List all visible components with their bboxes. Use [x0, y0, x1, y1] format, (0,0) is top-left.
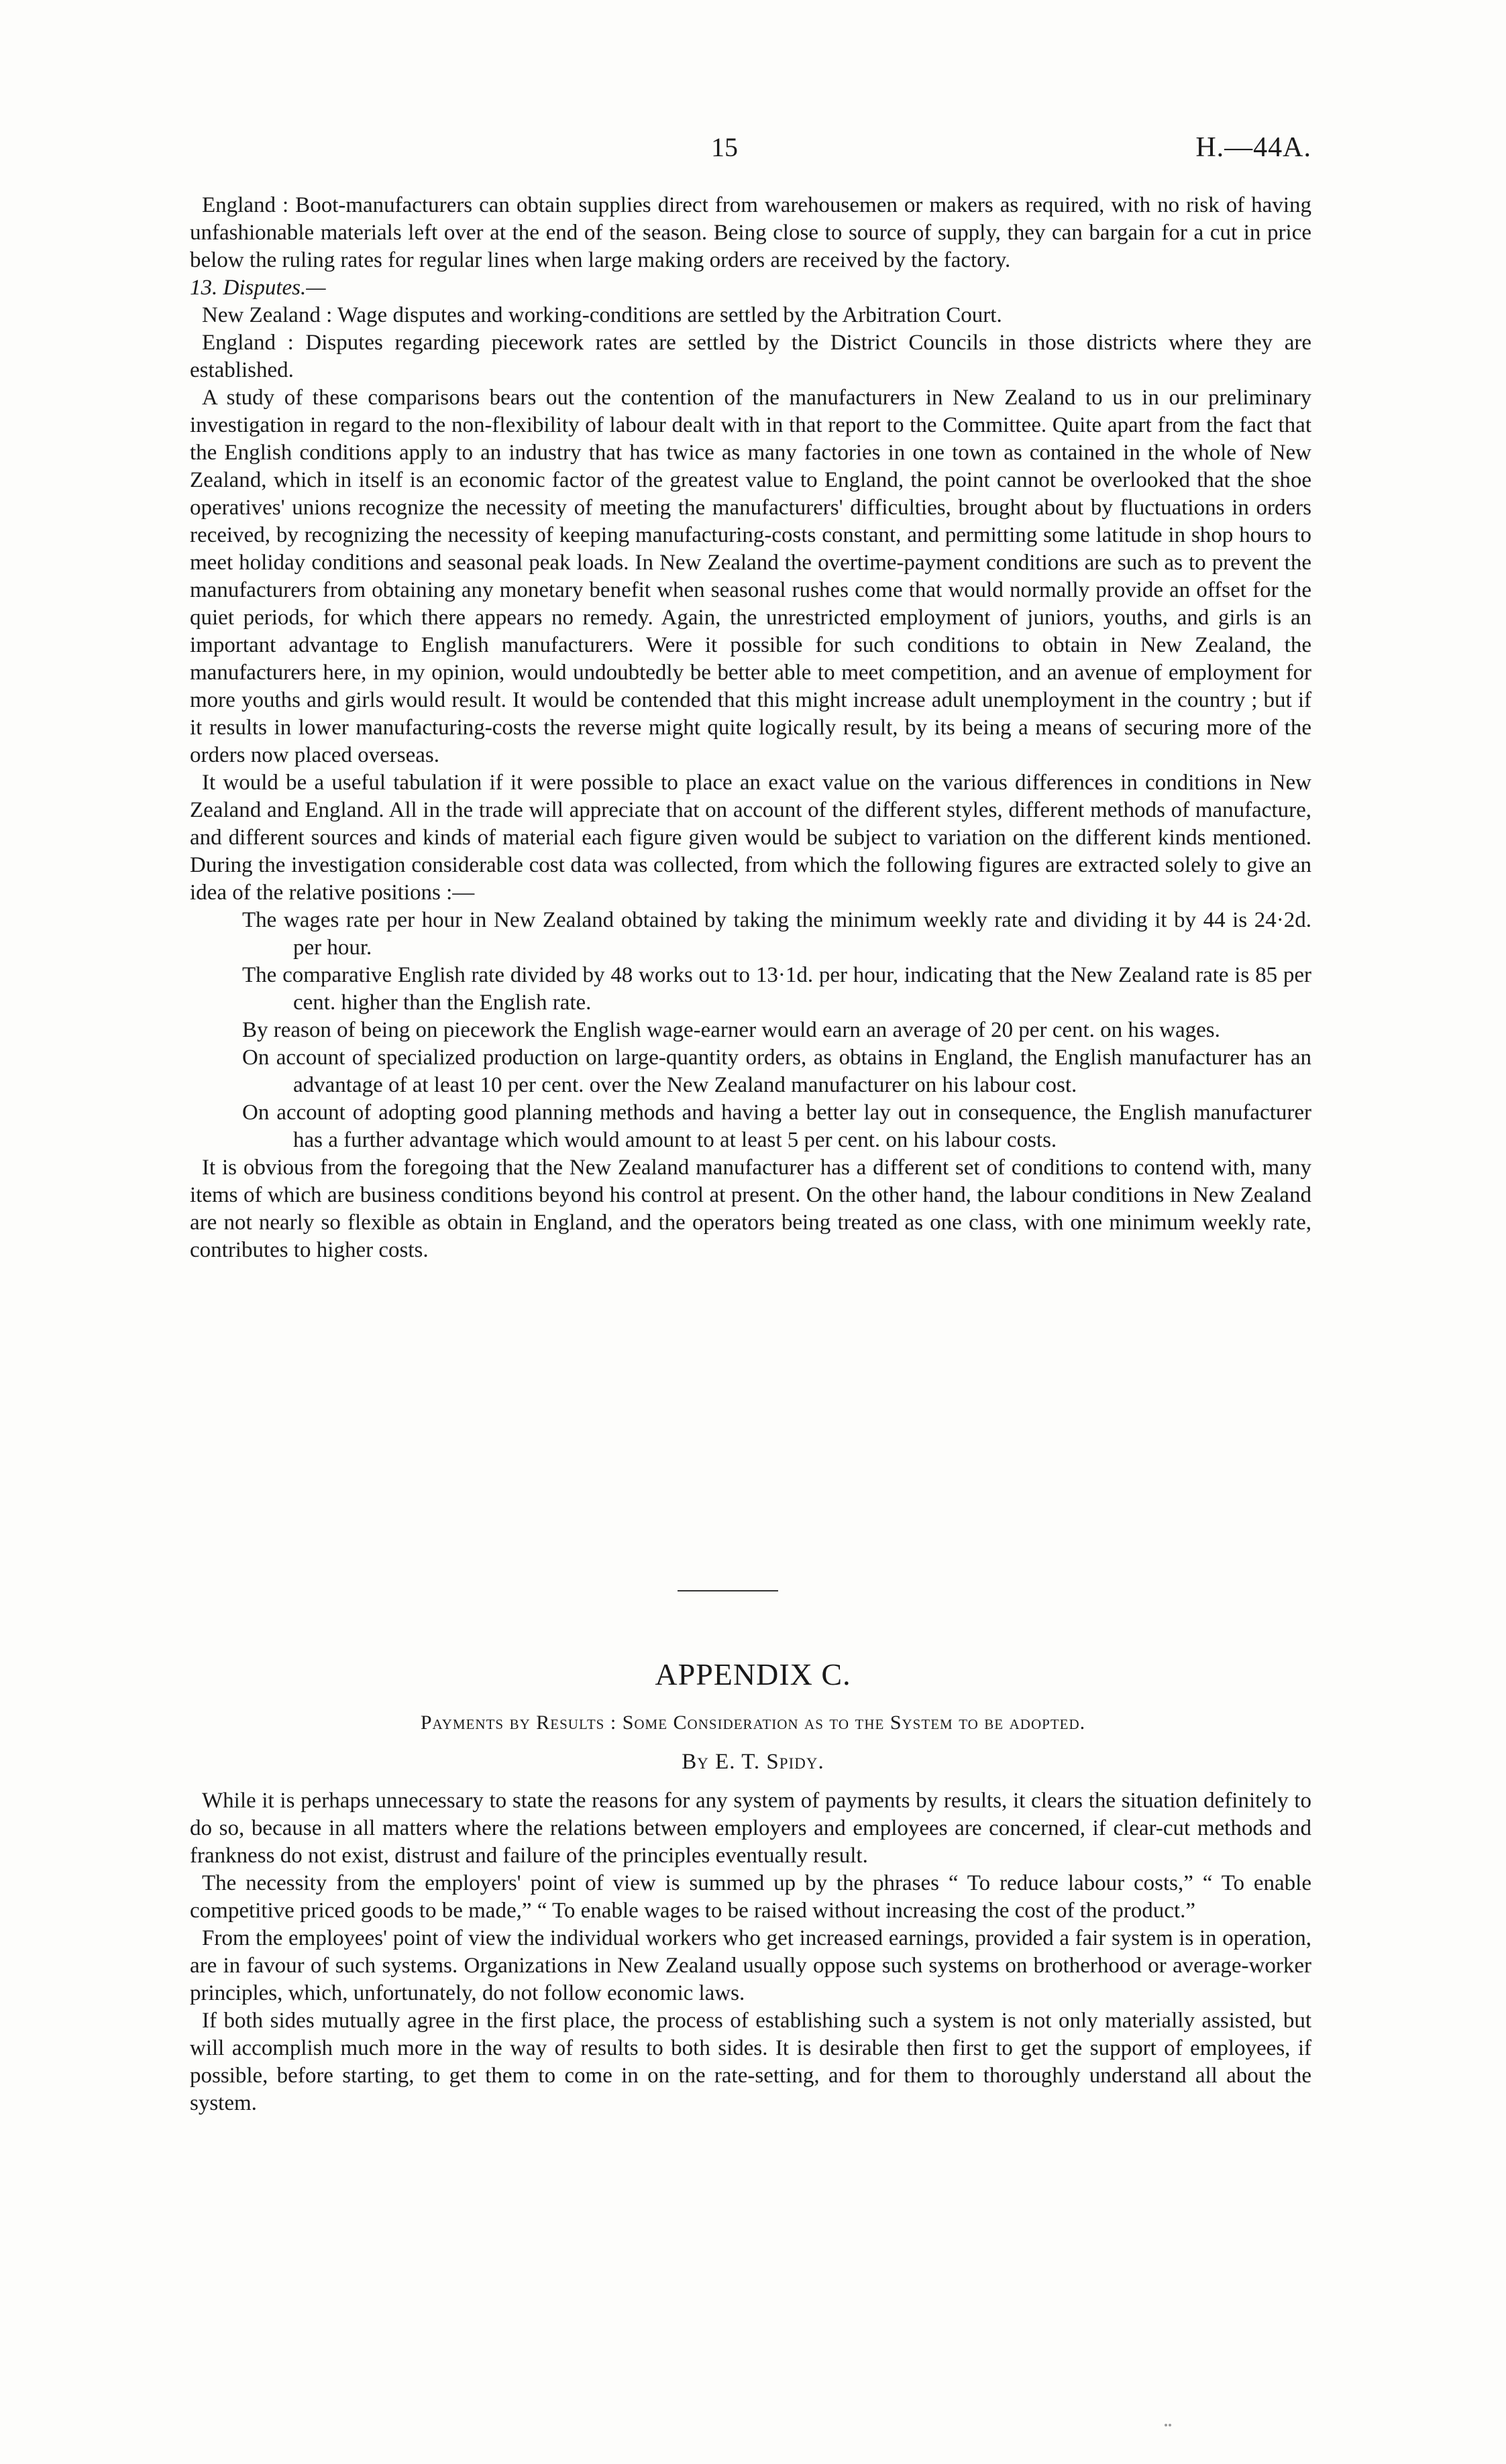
list-item: On account of specialized production on large-quantity orders, as obtains in England, the English manufacturer has an advantage of at least 10 per cent. over the New Zealand manufacturer on his labour cost. — [242, 1046, 1311, 1097]
relative-positions-list — [190, 907, 1311, 1154]
appendix-subtitle: Payments by Results : Some Consideration as to the System to be adopted. — [420, 1712, 1086, 1734]
appendix-author: By E. T. Spidy. — [682, 1750, 824, 1774]
paragraph-conclusion: It is obvious from the foregoing that the New Zealand manufacturer has a different set of conditions to contend with, many items of which are business conditions beyond his control at present. On the other hand, the labour conditions in New Zealand are not nearly so flexible as obtain in England, and the operators being treated as one class, with one minimum weekly rate, contributes to higher costs. — [190, 1156, 1311, 1262]
paragraph-nz-disputes: New Zealand : Wage disputes and working-conditions are settled by the Arbitration Court. — [202, 303, 1002, 327]
paragraph-england-disputes: England : Disputes regarding piecework rates are settled by the District Councils in those districts where they are established. — [190, 331, 1311, 382]
printer-mark — [1165, 2418, 1173, 2420]
list-item: The wages rate per hour in New Zealand obtained by taking the minimum weekly rate and dividing it by 44 is 24·2d. per hour. — [242, 908, 1311, 960]
list-item: The comparative English rate divided by 48 works out to 13·1d. per hour, indicating that the New Zealand rate is 85 per cent. higher than the English rate. — [242, 963, 1311, 1015]
paragraph-england-supply: England : Boot-manufacturers can obtain supplies direct from warehousemen or makers as required, with no risk of having unfashionable materials left over at the end of the season. Being close to source of supply, they can bargain for a cut in price below the ruling rates for regular lines when large making orders are received by the factory. — [190, 193, 1311, 272]
main-text-block — [190, 192, 1311, 1264]
section-heading-disputes: 13. Disputes.— — [190, 276, 326, 300]
appendix-paragraph: From the employees' point of view the individual workers who get increased earnings, provided a fair system is in operation, are in favour of such systems. Organizations in New Zealand usually oppose such systems on brotherhood or average-worker principles, which, unfortunately, do not follow economic laws. — [190, 1926, 1311, 2005]
list-item: By reason of being on piecework the English wage-earner would earn an average of 20 per cent. on his wages. — [242, 1018, 1220, 1042]
document-reference: H.—44A. — [1195, 132, 1311, 163]
page-number: 15 — [711, 132, 738, 162]
appendix-title: APPENDIX C. — [655, 1657, 851, 1691]
paragraph-comparison-study: A study of these comparisons bears out the contention of the manufacturers in New Zealand to us in our preliminary investigation in regard to the non-flexibility of labour dealt with in that report to the Committee. Quite apart from the fact that the English conditions apply to an industry that has twice as many factories in one town as contained in the whole of New Zealand, which in itself is an economic factor of the greatest value to England, the point cannot be overlooked that the shoe operatives' unions recognize the necessity of meeting the manufacturers' difficulties, brought about by fluctuations in orders received, by recognizing the necessity of keeping manufacturing-costs constant, and permitting some latitude in shop hours to meet holiday conditions and seasonal peak loads. In New Zealand the overtime-payment conditions are such as to prevent the manufacturers from obtaining any monetary benefit when seasonal rushes come that would normally provide an offset for the quiet periods, for which there appears no remedy. Again, the unrestricted employment of juniors, youths, and girls is an important advantage to English manufacturers. Were it possible for such conditions to obtain in New Zealand, the manufacturers here, in my opinion, would undoubtedly be better able to meet competition, and an avenue of employment for more youths and girls would result. It would be contended that this might increase adult unemployment in the country ; but if it results in lower manufacturing-costs the reverse might quite logically result, by its being a means of securing more of the orders now placed overseas. — [190, 386, 1311, 767]
section-divider — [678, 1590, 778, 1591]
appendix-paragraph: The necessity from the employers' point of view is summed up by the phrases “ To reduce labour costs,” “ To enable competitive priced goods to be made,” “ To enable wages to be raised without increasing the cost of the product.” — [190, 1871, 1311, 1923]
paragraph-tabulation: It would be a useful tabulation if it were possible to place an exact value on the various differences in conditions in New Zealand and England. All in the trade will appreciate that on account of the different styles, different methods of manufacture, and different sources and kinds of material each figure given would be subject to variation on the different kinds mentioned. During the investigation considerable cost data was collected, from which the following figures are extracted solely to give an idea of the relative positions :— — [190, 771, 1311, 905]
appendix-paragraph: While it is perhaps unnecessary to state the reasons for any system of payments by results, it clears the situation definitely to do so, because in all matters where the relations between employers and employees are concerned, if clear-cut methods and frankness do not exist, distrust and failure of the principles eventually result. — [190, 1789, 1311, 1868]
appendix-text-block — [190, 1787, 1311, 2117]
list-item: On account of adopting good planning methods and having a better lay out in consequence, the English manufacturer has a further advantage which would amount to at least 5 per cent. on his labour costs. — [242, 1101, 1311, 1152]
appendix-paragraph: If both sides mutually agree in the first place, the process of establishing such a system is not only materially assisted, but will accomplish much more in the way of results to both sides. It is desirable then first to get the support of employees, if possible, before starting, to get them to come in on the rate-setting, and for them to thoroughly understand all about the system. — [190, 2009, 1311, 2115]
